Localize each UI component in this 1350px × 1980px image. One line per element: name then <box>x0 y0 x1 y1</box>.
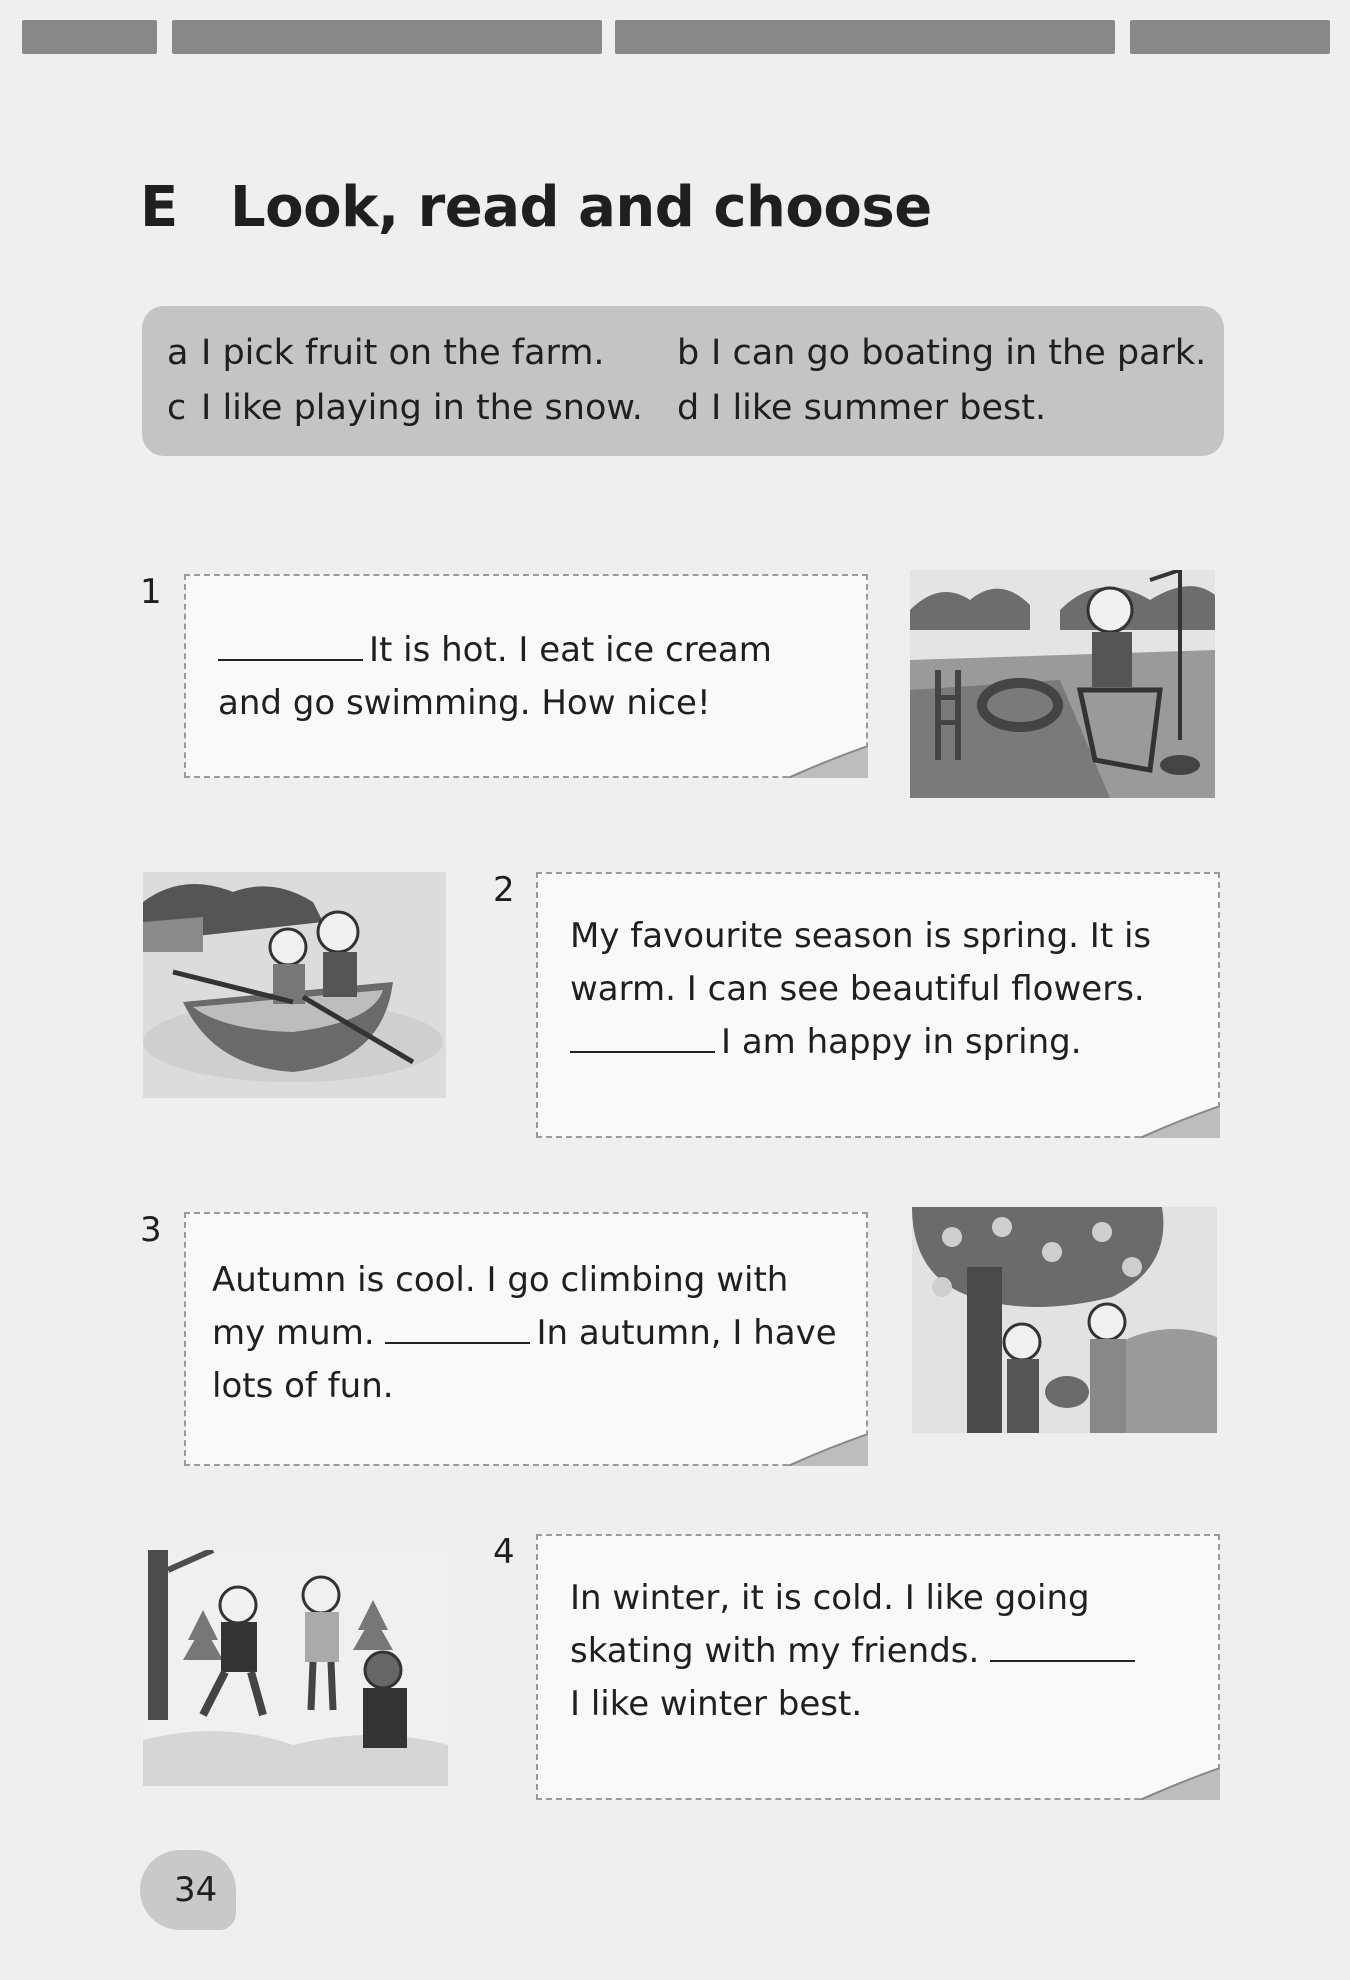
header-band <box>1130 20 1330 54</box>
item-number: 3 <box>140 1210 162 1250</box>
option-a: a I pick fruit on the farm. <box>167 333 605 373</box>
answer-blank[interactable] <box>990 1630 1135 1662</box>
page-curl-icon <box>1140 1768 1220 1800</box>
winter-snow-play-picture <box>143 1550 448 1786</box>
item-text: It is hot. I eat ice cream and go swimming. How nice! <box>218 630 772 723</box>
page-number: 34 <box>174 1870 218 1910</box>
section-letter: E <box>140 175 178 240</box>
summer-pool-picture <box>910 570 1215 798</box>
item-card-1 <box>184 574 868 778</box>
option-b: b I can go boating in the park. <box>677 333 1207 373</box>
item-text: My favourite season is spring. It is warm. I can see beautiful flowers. I am happy in spring. <box>570 916 1152 1062</box>
item-text: In winter, it is cold. I like going skating with my friends. I like winter best. <box>570 1572 1141 1731</box>
section-heading: Look, read and choose <box>230 175 932 240</box>
header-band <box>615 20 1115 54</box>
page-curl-icon <box>788 746 868 778</box>
option-c: c I like playing in the snow. <box>167 388 643 428</box>
option-d: d I like summer best. <box>677 388 1047 428</box>
item-number: 4 <box>493 1532 515 1572</box>
header-band <box>172 20 602 54</box>
item-number: 1 <box>140 572 162 612</box>
item-text: Autumn is cool. I go climbing with my mum. In autumn, I have lots of fun. <box>212 1260 837 1406</box>
item-card-3 <box>184 1212 868 1466</box>
page-number-tab <box>140 1850 236 1940</box>
autumn-apple-picking-picture <box>912 1207 1217 1433</box>
page-curl-icon <box>1140 1106 1220 1138</box>
item-number: 2 <box>493 870 515 910</box>
page-curl-icon <box>788 1434 868 1466</box>
item-card-2 <box>536 872 1220 1138</box>
answer-blank[interactable] <box>385 1312 530 1344</box>
section-title <box>140 175 932 240</box>
item-card-4 <box>536 1534 1220 1800</box>
answer-blank[interactable] <box>218 629 363 661</box>
spring-boating-picture <box>143 872 446 1098</box>
header-band <box>22 20 157 54</box>
answer-blank[interactable] <box>570 1021 715 1053</box>
answer-options-box <box>142 306 1224 456</box>
